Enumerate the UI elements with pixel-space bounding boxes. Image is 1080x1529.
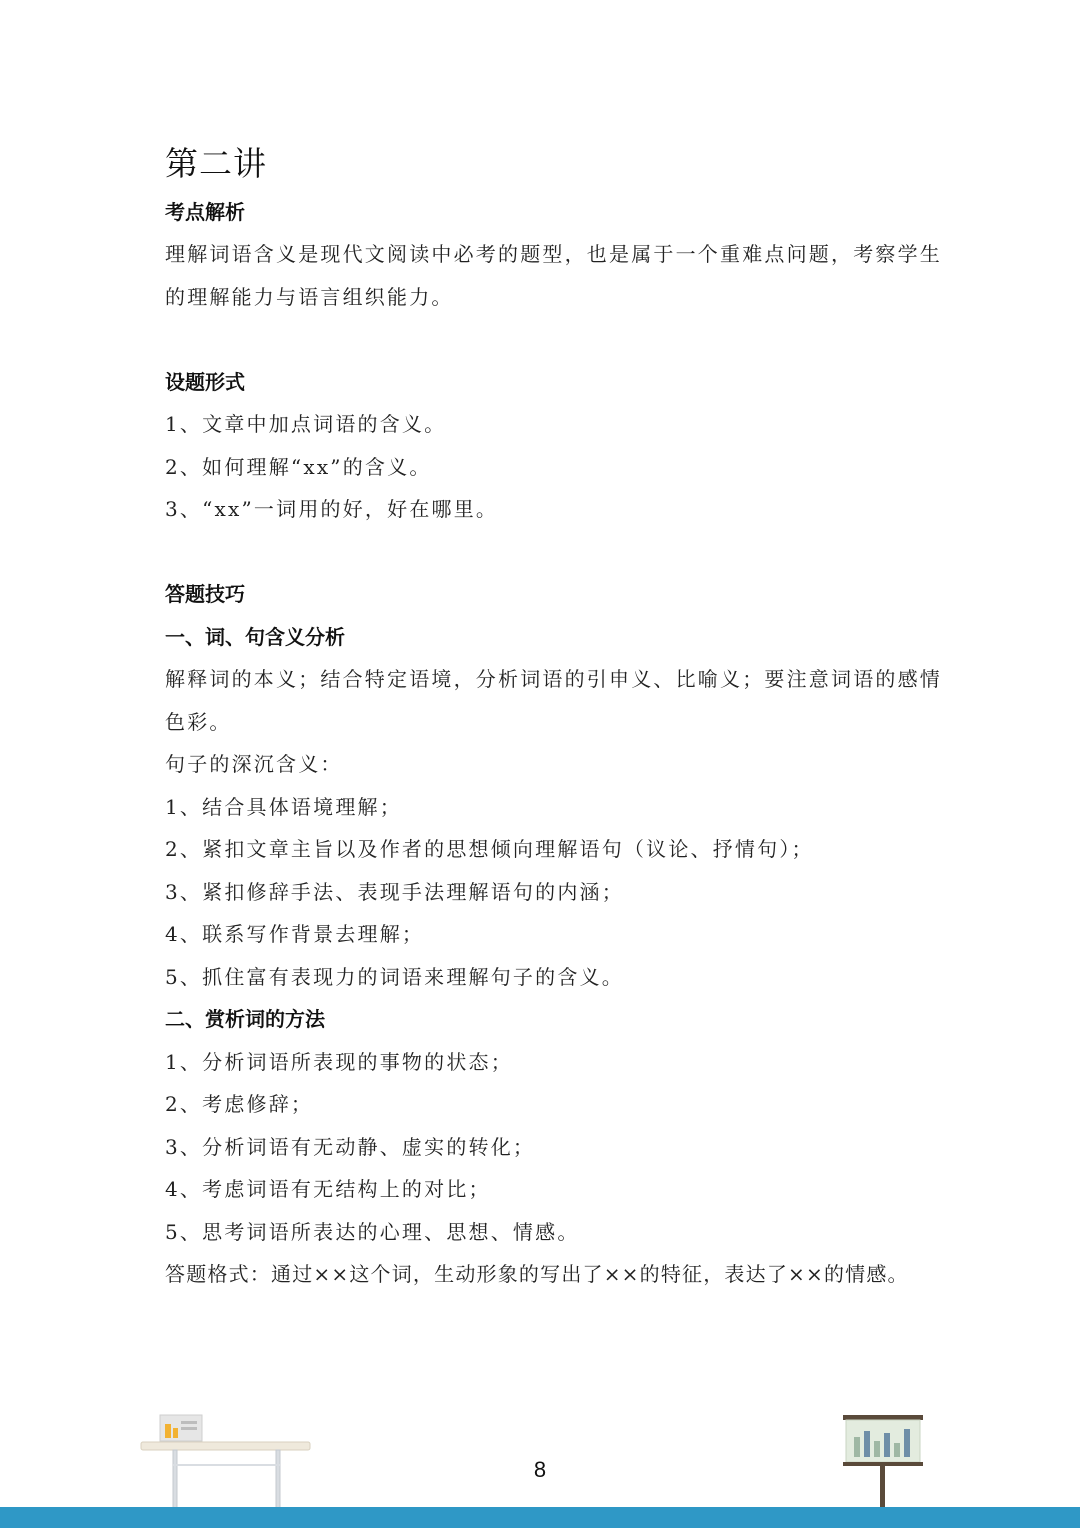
heading-question-forms: 设题形式 (165, 370, 245, 394)
footer-accent-bar (0, 1507, 1080, 1528)
heading-answer-skills: 答题技巧 (165, 582, 245, 606)
page-title: 第二讲 (165, 144, 267, 183)
heading-exam-points: 考点解析 (165, 200, 245, 224)
appreciation-line: 4、考虑词语有无结构上的对比； (165, 1177, 491, 1201)
page-number: 8 (533, 1457, 547, 1482)
appreciation-line: 5、思考词语所表达的心理、思想、情感。 (165, 1220, 580, 1244)
question-form-item: 3、“xx”一词用的好，好在哪里。 (165, 497, 499, 521)
question-form-item: 1、文章中加点词语的含义。 (165, 412, 447, 436)
question-form-item: 2、如何理解“xx”的含义。 (165, 455, 432, 479)
exam-points-line: 理解词语含义是现代文阅读中必考的题型，也是属于一个重难点问题，考察学生 (165, 242, 942, 266)
answer-skill-line: 色彩。 (165, 710, 232, 734)
subheading-word-sentence-meaning: 一、词、句含义分析 (165, 625, 345, 649)
subheading-word-appreciation: 二、赏析词的方法 (165, 1007, 325, 1031)
answer-format-line: 答题格式：通过××这个词，生动形象的写出了××的特征，表达了××的情感。 (165, 1262, 909, 1286)
answer-skill-line: 4、联系写作背景去理解； (165, 922, 425, 946)
answer-skill-line: 2、紧扣文章主旨以及作者的思想倾向理解语句（议论、抒情句）； (165, 837, 814, 861)
appreciation-line: 1、分析词语所表现的事物的状态； (165, 1050, 513, 1074)
answer-skill-line: 3、紧扣修辞手法、表现手法理解语句的内涵； (165, 880, 624, 904)
exam-points-line: 的理解能力与语言组织能力。 (165, 285, 454, 309)
answer-skill-line: 解释词的本义；结合特定语境，分析词语的引申义、比喻义；要注意词语的感情 (165, 667, 942, 691)
appreciation-line: 3、分析词语有无动静、虚实的转化； (165, 1135, 536, 1159)
answer-skill-line: 1、结合具体语境理解； (165, 795, 402, 819)
answer-skill-line: 5、抓住富有表现力的词语来理解句子的含义。 (165, 965, 624, 989)
answer-skill-line: 句子的深沉含义： (165, 752, 343, 776)
appreciation-line: 2、考虑修辞； (165, 1092, 314, 1116)
